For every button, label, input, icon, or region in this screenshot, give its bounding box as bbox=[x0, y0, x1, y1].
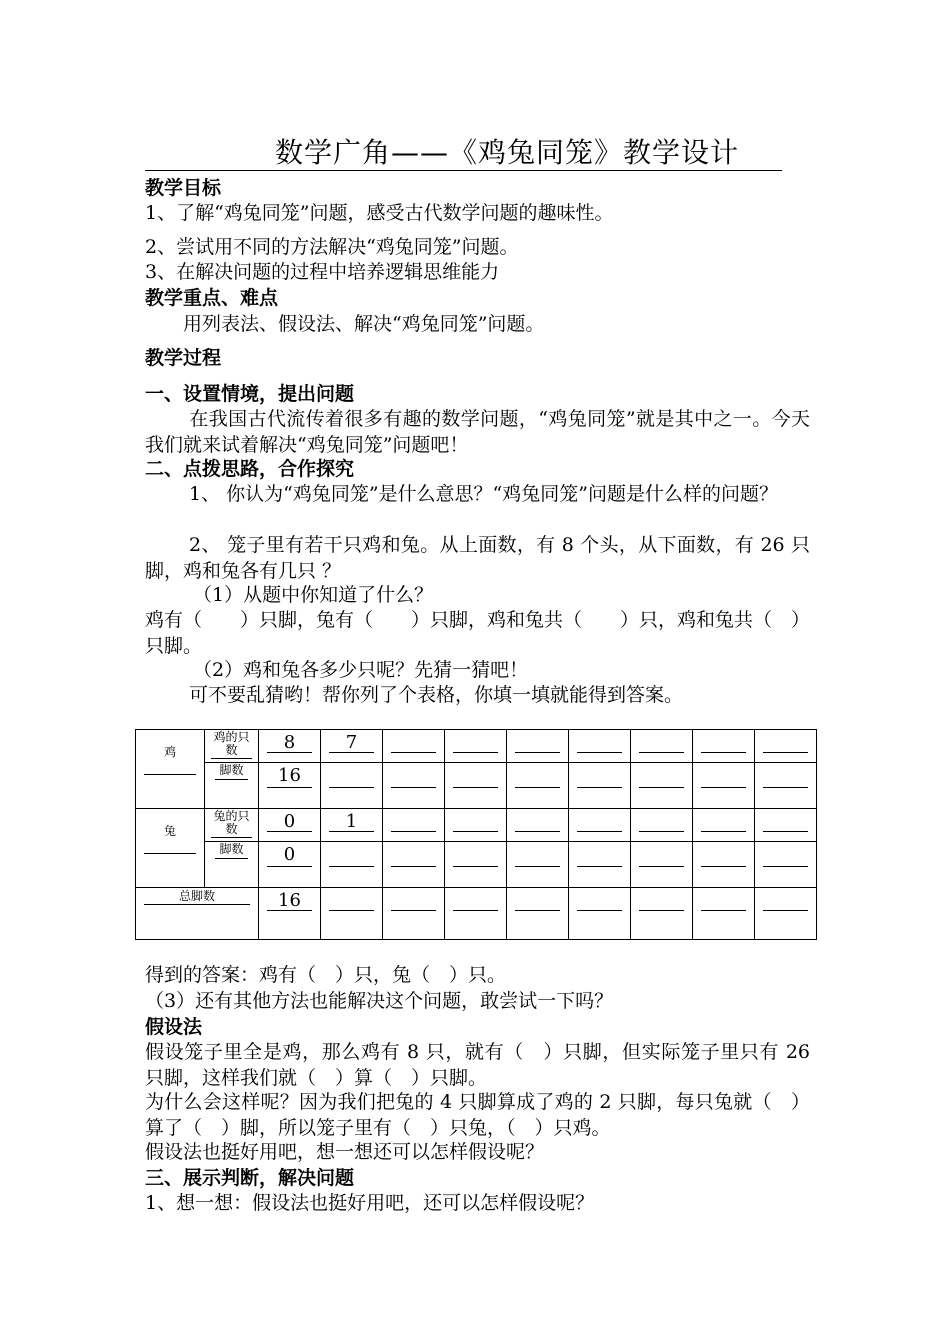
assumption-paragraph-3: 假设法也挺好用吧，想一想还可以怎样假设呢？ bbox=[145, 1141, 545, 1163]
chicken-count-cell[interactable] bbox=[445, 730, 507, 763]
title-rule bbox=[145, 170, 782, 171]
rabbit-feet-cell[interactable] bbox=[631, 842, 693, 888]
chicken-feet-cell[interactable] bbox=[693, 763, 755, 809]
page-title: 数学广角——《鸡兔同笼》教学设计 bbox=[275, 136, 740, 169]
section3-heading: 三、展示判断，解决问题 bbox=[145, 1167, 355, 1189]
chicken-feet-cell[interactable] bbox=[631, 763, 693, 809]
total-feet-cell[interactable] bbox=[383, 888, 445, 940]
rabbit-label-blank bbox=[144, 853, 196, 854]
objective-item: 1、了解“鸡兔同笼”问题，感受古代数学问题的趣味性。 bbox=[145, 202, 614, 224]
objectives-heading: 教学目标 bbox=[145, 177, 222, 199]
total-feet-cell[interactable] bbox=[321, 888, 383, 940]
assumption-paragraph-2: 为什么会这样呢？因为我们把兔的 4 只脚算成了鸡的 2 只脚，每只兔就（ ）算了（ ）脚，所以笼子里有（ ）只兔，（ ）只鸡。 bbox=[145, 1091, 810, 1139]
chicken-count-cell[interactable] bbox=[631, 730, 693, 763]
section1-heading: 一、设置情境，提出问题 bbox=[145, 383, 355, 405]
chicken-count-cell[interactable] bbox=[507, 730, 569, 763]
rabbit-count-cell[interactable] bbox=[693, 809, 755, 842]
assumption-paragraph-1: 假设笼子里全是鸡，那么鸡有 8 只，就有（ ）只脚，但实际笼子里只有 26 只脚，这样我们就（ ）算（ ）只脚。 bbox=[145, 1041, 810, 1089]
rabbit-count-label-cell: 兔的只数 bbox=[205, 809, 259, 842]
chicken-count-cell[interactable] bbox=[693, 730, 755, 763]
answer-line: 得到的答案：鸡有（ ）只，兔（ ）只。 bbox=[145, 964, 507, 986]
fill-in-sentence: 鸡有（ ）只脚，兔有（ ）只脚，鸡和兔共（ ）只，鸡和兔共（ ）只脚。 bbox=[145, 609, 811, 657]
key-points-text: 用列表法、假设法、解决“鸡兔同笼”问题。 bbox=[183, 313, 545, 335]
rabbit-feet-cell[interactable] bbox=[755, 842, 817, 888]
total-feet-cell[interactable] bbox=[631, 888, 693, 940]
section1-paragraph: 在我国古代流传着很多有趣的数学问题，“鸡兔同笼”就是其中之一。今天我们就来试着解决“鸡兔同笼”问题吧！ bbox=[145, 408, 810, 456]
key-points-heading: 教学重点、难点 bbox=[145, 287, 279, 309]
process-heading: 教学过程 bbox=[145, 347, 222, 369]
chicken-feet-cell[interactable] bbox=[445, 763, 507, 809]
chicken-count-label-cell: 鸡的只数 bbox=[205, 730, 259, 763]
chicken-feet-cell[interactable] bbox=[755, 763, 817, 809]
chicken-count-cell[interactable] bbox=[755, 730, 817, 763]
chicken-feet-cell[interactable] bbox=[507, 763, 569, 809]
chicken-count-cell[interactable] bbox=[383, 730, 445, 763]
rabbit-count-cell[interactable] bbox=[631, 809, 693, 842]
rabbit-label-cell: 兔 bbox=[136, 809, 205, 888]
sub-question-2: （2）鸡和兔各多少只呢？先猜一猜吧！ bbox=[193, 659, 529, 681]
table-hint: 可不要乱猜哟！帮你列了个表格，你填一填就能得到答案。 bbox=[189, 684, 684, 706]
assumption-heading: 假设法 bbox=[145, 1016, 203, 1038]
question-1: 1、 你认为“鸡兔同笼”是什么意思？“鸡兔同笼”问题是什么样的问题？ bbox=[189, 483, 778, 505]
rabbit-feet-cell[interactable]: 0 bbox=[259, 842, 321, 888]
chicken-label-blank bbox=[144, 774, 196, 775]
rabbit-count-cell[interactable] bbox=[755, 809, 817, 842]
rabbit-feet-cell[interactable] bbox=[321, 842, 383, 888]
chicken-feet-cell[interactable] bbox=[569, 763, 631, 809]
chicken-count-cell[interactable]: 7 bbox=[321, 730, 383, 763]
objective-item: 2、尝试用不同的方法解决“鸡兔同笼”问题。 bbox=[145, 236, 519, 258]
chicken-count-cell[interactable] bbox=[569, 730, 631, 763]
total-feet-cell[interactable] bbox=[569, 888, 631, 940]
section3-item-1: 1、想一想：假设法也挺好用吧，还可以怎样假设呢？ bbox=[145, 1192, 595, 1214]
chicken-feet-cell[interactable]: 16 bbox=[259, 763, 321, 809]
chicken-feet-cell[interactable] bbox=[383, 763, 445, 809]
rabbit-feet-cell[interactable] bbox=[693, 842, 755, 888]
rabbit-feet-cell[interactable] bbox=[507, 842, 569, 888]
section2-heading: 二、点拨思路，合作探究 bbox=[145, 458, 355, 480]
total-feet-cell[interactable] bbox=[445, 888, 507, 940]
chicken-feet-label-cell: 脚数 bbox=[205, 763, 259, 809]
chicken-count-cell[interactable]: 8 bbox=[259, 730, 321, 763]
total-feet-label-cell: 总脚数 bbox=[136, 888, 259, 940]
rabbit-count-cell[interactable]: 1 bbox=[321, 809, 383, 842]
total-feet-cell[interactable]: 16 bbox=[259, 888, 321, 940]
objective-item: 3、在解决问题的过程中培养逻辑思维能力 bbox=[145, 261, 500, 283]
chicken-feet-cell[interactable] bbox=[321, 763, 383, 809]
rabbit-feet-label-cell: 脚数 bbox=[205, 842, 259, 888]
total-feet-cell[interactable] bbox=[507, 888, 569, 940]
rabbit-count-cell[interactable] bbox=[507, 809, 569, 842]
question-2: 2、 笼子里有若干只鸡和兔。从上面数，有 8 个头，从下面数，有 26 只脚，鸡和兔各有几只 ？ bbox=[145, 534, 810, 582]
rabbit-count-cell[interactable] bbox=[569, 809, 631, 842]
rabbit-count-cell[interactable] bbox=[445, 809, 507, 842]
rabbit-feet-cell[interactable] bbox=[569, 842, 631, 888]
rabbit-feet-cell[interactable] bbox=[383, 842, 445, 888]
chicken-label-cell: 鸡 bbox=[136, 730, 205, 809]
sub-question-1: （1）从题中你知道了什么？ bbox=[193, 584, 434, 606]
sub-question-3: （3）还有其他方法也能解决这个问题，敢尝试一下吗？ bbox=[145, 990, 614, 1012]
rabbit-feet-cell[interactable] bbox=[445, 842, 507, 888]
rabbit-count-cell[interactable]: 0 bbox=[259, 809, 321, 842]
rabbit-count-cell[interactable] bbox=[383, 809, 445, 842]
total-feet-cell[interactable] bbox=[693, 888, 755, 940]
guess-table bbox=[135, 729, 817, 940]
total-feet-cell[interactable] bbox=[755, 888, 817, 940]
